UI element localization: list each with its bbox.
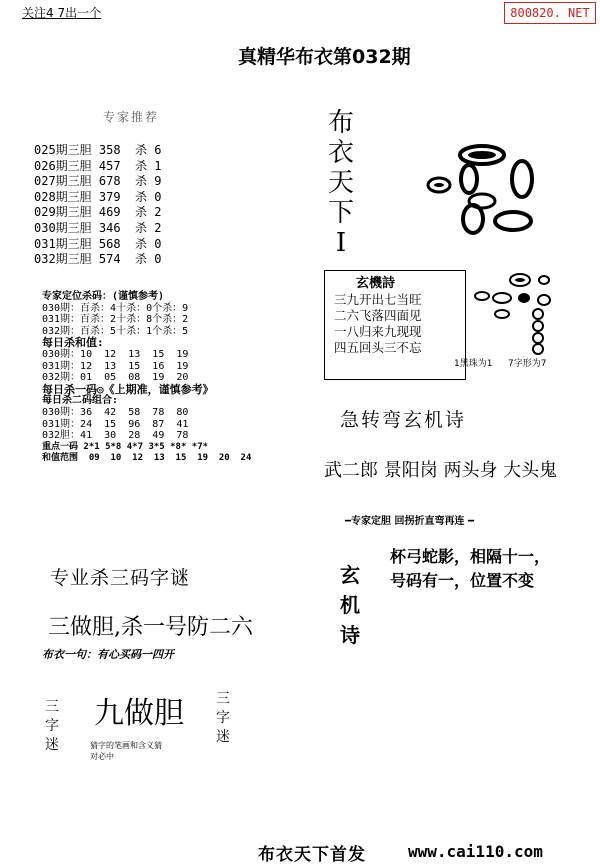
hezhi-row: 030期：10 12 13 15 19	[42, 348, 189, 360]
xuanji-header: 玄機詩	[356, 276, 396, 291]
expert-row: 030期三胆 346 杀 2	[34, 220, 162, 235]
hezhi-row: 031期：12 13 15 16 19	[42, 360, 189, 372]
zimi-left: 三字迷	[45, 699, 59, 753]
xuanji-lines	[334, 292, 422, 356]
expert-row: 027期三胆 678 杀 9	[34, 174, 162, 189]
bead-puzzle-graphic	[425, 135, 555, 235]
buyi-yiju: 布衣一句：有心买码一四开	[42, 648, 174, 661]
footer-url[interactable]: www.cai110.com	[408, 842, 543, 861]
hezhi-range-row: 和值范围 09 10 12 13 15 19 20 24	[42, 453, 252, 464]
expert-row: 029期三胆 469 杀 2	[34, 205, 162, 220]
yima-header: 每日杀一码◎《上期准，谨慎参考》	[42, 382, 214, 396]
jiu-zuodan: 九做胆	[94, 696, 184, 731]
wulang-line: 武二郎 景阳岗 两头身 大头鬼	[324, 460, 558, 481]
zimi-right: 三字迷	[216, 691, 230, 745]
zhongdian-row: 重点一码 2*1 5*8 4*7 3*5 *8* *7*	[42, 441, 209, 452]
hezhi-header: 每日杀和值:	[42, 336, 104, 350]
expert-row: 028期三胆 379 杀 0	[34, 189, 162, 204]
footer-text: 布衣天下首发	[258, 845, 366, 865]
xuanji-line: 四五回头三不忘	[334, 340, 422, 355]
caption-right: 7字形为7	[508, 359, 547, 369]
sandan-sha-line: 三做胆,杀一号防二六	[48, 615, 253, 640]
ermazuhe-row: 031期：24 15 96 87 41	[42, 418, 189, 430]
jiu-note-line: 猜字的笔画和含义猜	[90, 741, 162, 750]
jiu-note	[90, 740, 162, 762]
hezhi-row: 032期：01 05 08 19 20	[42, 372, 189, 384]
site-badge[interactable]: 800820. NET	[504, 2, 596, 24]
bead-seven-graphic	[472, 270, 562, 356]
ermazuhe-row: 030期：36 42 58 78 80	[42, 406, 189, 418]
caption-left: 1黑珠为1	[454, 359, 493, 369]
ermazuhe-header: 每日杀二码组合:	[42, 395, 119, 407]
jizhuan-title: 急转弯玄机诗	[340, 409, 467, 431]
dingwei-row: 031期：百杀：2十杀：8个杀：2	[42, 314, 189, 326]
top-note: 关注4 7出一个	[22, 6, 102, 20]
expert-rows	[34, 143, 161, 268]
dingwei-row: 032期：百杀：5十杀：1个杀：5	[42, 325, 189, 337]
sha-sanma-title: 专业杀三码字谜	[50, 567, 191, 589]
xuanji-line: 二六飞落四面见	[334, 308, 422, 323]
dingwei-header: 专家定位杀码：(谨慎参考)	[42, 291, 165, 302]
expert-row: 025期三胆 358 杀 6	[34, 143, 162, 157]
xuanji-line: 一八归来九现现	[334, 324, 422, 339]
expert-dingdan-line: ━专家定胆 回拐折直弯再连 ━	[345, 516, 475, 527]
poem-line: 号码有一，位置不变	[390, 571, 535, 590]
jiu-note-line: 对必中	[90, 752, 114, 761]
xuanji-shi-vertical: 玄机诗	[340, 563, 360, 647]
expert-row: 031期三胆 568 杀 0	[34, 236, 162, 251]
expert-row: 026期三胆 457 杀 1	[34, 158, 162, 173]
buyi-tianxia-vertical: 布衣天下I	[327, 108, 354, 258]
poem-line: 杯弓蛇影，相隔十一，	[390, 547, 551, 566]
page-title: 真精华布衣第032期	[238, 46, 411, 68]
xuanji-line: 三九开出七当旺	[334, 292, 422, 307]
dingwei-row: 030期：百杀：4十杀：0个杀：9	[42, 302, 189, 314]
dingwei-section	[42, 291, 251, 465]
ermazuhe-row: 032胆：41 30 28 49 78	[42, 430, 189, 442]
expert-row: 032期三胆 574 杀 0	[34, 252, 162, 267]
expert-header: 专家推荐	[103, 110, 160, 124]
poem-block	[390, 545, 550, 593]
